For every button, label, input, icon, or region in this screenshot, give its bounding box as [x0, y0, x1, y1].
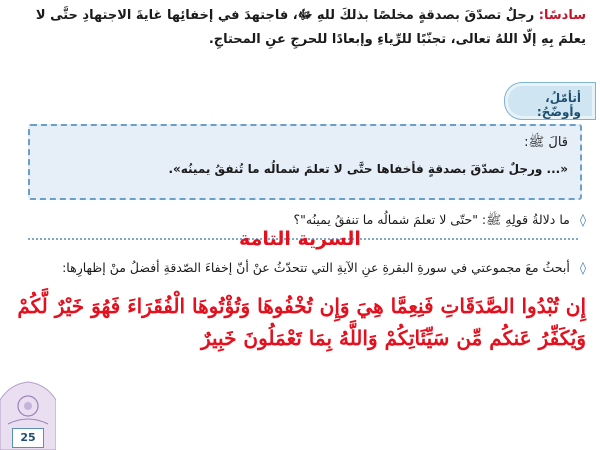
answer-2-verse: إِن تُبْدُوا الصَّدَقَاتِ فَنِعِمَّا هِيَ وَإِن تُخْفُوهَا وَتُؤْتُوهَا الْفُقَرَاءَ فَهُوَ خَيْرٌ لَّكُمْ وَيُكَفِّرُ عَنكُم مِّن سَيِّئَاتِكُمْ وَاللَّهُ بِمَا تَعْمَلُونَ خَبِيرٌ [17, 294, 586, 350]
diamond-bullet-icon: ◊ [579, 260, 586, 275]
diamond-bullet-icon: ◊ [579, 212, 586, 227]
question-1-text: ما دلالةُ قولِهِ ﷺ: "حتّى لا تعلمَ شمالُه ما تنفقُ يمينُه"؟ [293, 212, 570, 227]
section-title: أتأمّلُ، وأوضّحُ: [536, 91, 581, 119]
page-number: 25 [12, 428, 44, 448]
section-tab [504, 82, 596, 120]
quote-text: «... ورجلٌ تصدّقَ بصدقةٍ فأخفاها حتَّى لا تعلمَ شمالُه ما تُنفقُ يمينُه». [168, 162, 568, 176]
quote-intro: قالَ ﷺ: [524, 135, 568, 150]
intro-text: رجلٌ تصدّقَ بصدقةٍ مخلصًا بذلكَ للهِ ﷻ، فاجتهدَ في إخفائِها غايةَ الاجتهادِ حتَّى لا يعلمَ بِهِ إلّا اللهُ تعالى، تجنّبًا للرِّياءِ وإبعادًا للحرجِ عنِ المحتاجِ. [35, 8, 586, 47]
hadith-quote-box [28, 124, 582, 200]
intro-label: سادسًا: [538, 8, 586, 23]
question-2 [62, 260, 586, 275]
answer-1: السرية التامة [239, 228, 361, 250]
question-2-text: أبحثُ معَ مجموعتي في سورةِ البقرةِ عنِ الآيةِ التي تتحدّثُ عنْ أنّ إخفاءَ الصّدقةِ أفضلُ منْ إظهارِها: [62, 260, 570, 275]
intro-paragraph [14, 4, 586, 52]
